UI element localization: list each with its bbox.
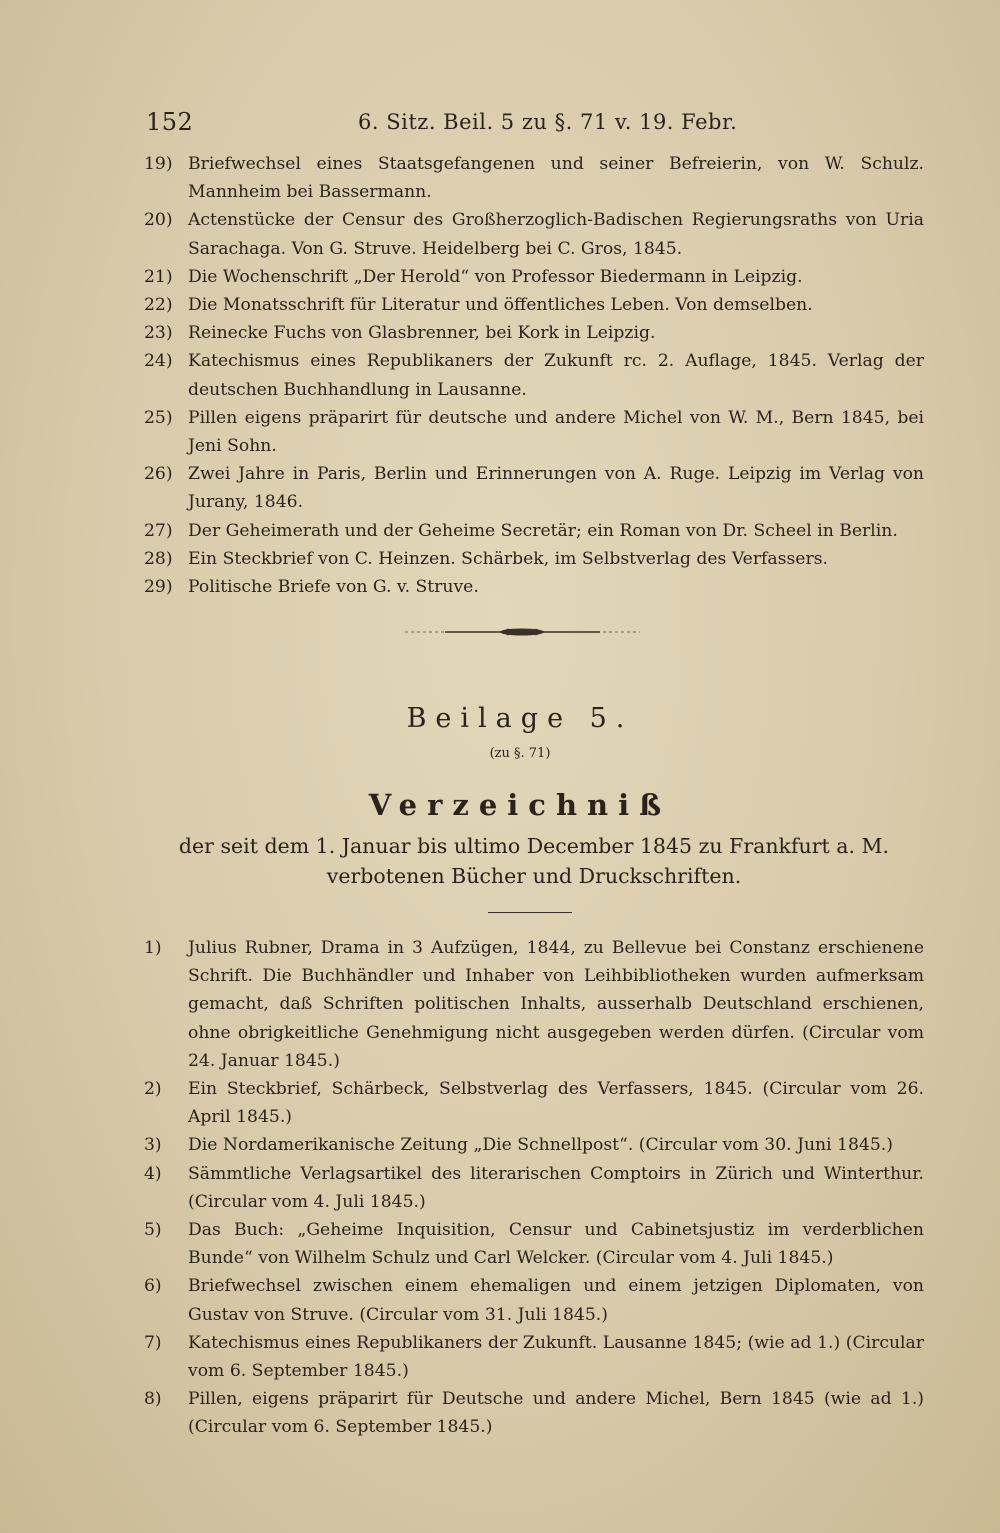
item-number: 7) [144, 1332, 162, 1353]
list-item [144, 291, 924, 319]
list-item [144, 1160, 924, 1216]
item-text: Julius Rubner, Drama in 3 Aufzügen, 1844, zu Bellevue bei Constanz erschienene Schrift. Die Buchhändler und Inhaber von Leihbibliotheken wurden aufmerksam gemacht, daß Schriften politischen Inhalts, ausserhalb Deutschland erschienen, ohne obrigkeitliche Genehmigung nicht ausgegeben werden dürfen. (Circular vom 24. Januar 1845.) [188, 938, 924, 1071]
list-item [144, 150, 924, 206]
item-number: 29) [144, 577, 173, 598]
item-number: 1) [144, 938, 162, 958]
list-item [144, 460, 924, 516]
item-number: 8) [144, 1389, 162, 1410]
item-text: Actenstücke der Censur des Großherzoglich-Badischen Regierungsraths von Uria Sarachaga. Von G. Struve. Heidelberg bei C. Gros, 1845. [188, 210, 924, 259]
item-number: 28) [144, 548, 173, 569]
item-text: Die Nordamerikanische Zeitung „Die Schnellpost“. (Circular vom 30. Juni 1845.) [188, 1135, 893, 1156]
list-item [144, 206, 924, 262]
list-item [144, 1216, 924, 1272]
list-item [144, 263, 924, 291]
list-item [144, 1131, 924, 1159]
list-item [144, 517, 924, 545]
list-item [144, 404, 924, 460]
item-text: Das Buch: „Geheime Inquisition, Censur und Cabinetsjustiz im verderblichen Bunde“ von Wilhelm Schulz und Carl Welcker. (Circular vom 4. Juli 1845.) [188, 1220, 924, 1269]
list-item [144, 1385, 924, 1441]
running-title: 6. Sitz. Beil. 5 zu §. 71 v. 19. Febr. [358, 110, 738, 134]
appendix-title: Beilage 5. [406, 703, 634, 734]
appendix-reference: (zu §. 71) [489, 746, 551, 761]
item-text: Zwei Jahre in Paris, Berlin und Erinnerungen von A. Ruge. Leipzig im Verlag von Jurany, 1846. [188, 464, 924, 513]
list-item [144, 347, 924, 403]
item-text: Die Monatsschrift für Literatur und öffentliches Leben. Von demselben. [188, 295, 813, 316]
banned-books-list [144, 934, 924, 1442]
item-text: Katechismus eines Republikaners der Zukunft. Lausanne 1845; (wie ad 1.) (Circular vom 6. September 1845.) [188, 1332, 924, 1382]
item-text: Ein Steckbrief von C. Heinzen. Schärbek, im Selbstverlag des Verfassers. [188, 548, 828, 569]
list-heading: Verzeichniß [368, 788, 672, 822]
item-number: 5) [144, 1220, 162, 1241]
ornament-divider [405, 622, 640, 642]
item-number: 22) [144, 295, 173, 316]
list-item [144, 319, 924, 347]
page-header [146, 108, 786, 142]
list-item [144, 545, 924, 573]
item-text: Sämmtliche Verlagsartikel des literarischen Comptoirs in Zürich und Winterthur. (Circular vom 4. Juli 1845.) [188, 1163, 924, 1212]
item-number: 20) [144, 210, 173, 231]
list-subtitle: der seit dem 1. Januar bis ultimo December 1845 zu Frankfurt a. M. verbotenen Bücher und Druckschriften. [178, 834, 890, 888]
item-number: 2) [144, 1079, 162, 1100]
item-text: Politische Briefe von G. v. Struve. [188, 577, 479, 598]
divider-rule [488, 912, 572, 913]
item-text: Pillen eigens präparirt für deutsche und andere Michel von W. M., Bern 1845, bei Jeni Sohn. [188, 407, 924, 457]
item-number: 4) [144, 1163, 162, 1184]
list-item [144, 934, 924, 1075]
item-number: 25) [144, 407, 173, 428]
item-text: Ein Steckbrief, Schärbeck, Selbstverlag des Verfassers, 1845. (Circular vom 26. April 1845.) [188, 1079, 924, 1128]
item-text: Die Wochenschrift „Der Herold“ von Professor Biedermann in Leipzig. [188, 266, 803, 287]
list-item [144, 573, 924, 601]
item-text: Reinecke Fuchs von Glasbrenner, bei Kork in Leipzig. [188, 323, 656, 344]
item-number: 24) [144, 351, 173, 372]
item-text: Briefwechsel eines Staatsgefangenen und seiner Befreierin, von W. Schulz. Mannheim bei Bassermann. [188, 154, 924, 203]
list-item [144, 1075, 924, 1131]
item-text: Katechismus eines Republikaners der Zukunft rc. 2. Auflage, 1845. Verlag der deutschen Buchhandlung in Lausanne. [188, 351, 924, 400]
item-number: 27) [144, 520, 173, 541]
item-number: 23) [144, 323, 173, 344]
page-number: 152 [146, 108, 194, 136]
item-number: 21) [144, 266, 173, 287]
item-text: Der Geheimerath und der Geheime Secretär; ein Roman von Dr. Scheel in Berlin. [188, 520, 898, 541]
item-number: 26) [144, 464, 173, 485]
item-number: 19) [144, 154, 173, 174]
item-text: Briefwechsel zwischen einem ehemaligen und einem jetzigen Diplomaten, von Gustav von Struve. (Circular vom 31. Juli 1845.) [188, 1276, 924, 1325]
list-continued [144, 150, 924, 601]
item-text: Pillen, eigens präparirt für Deutsche und andere Michel, Bern 1845 (wie ad 1.) (Circular vom 6. September 1845.) [188, 1389, 924, 1438]
item-number: 3) [144, 1135, 162, 1156]
list-item [144, 1329, 924, 1385]
list-item [144, 1272, 924, 1328]
item-number: 6) [144, 1276, 162, 1297]
